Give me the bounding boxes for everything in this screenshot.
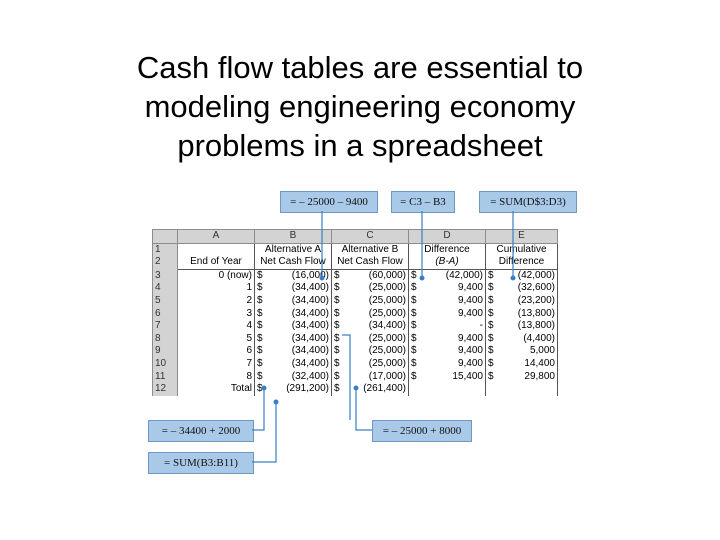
currency-symbol: $ xyxy=(488,370,494,382)
cell-b xyxy=(255,345,332,358)
formula-callout-b11: = – 34400 + 2000 xyxy=(148,420,254,442)
header-row-2 xyxy=(153,256,558,269)
cell-e xyxy=(486,345,558,358)
cell-c xyxy=(332,269,409,282)
cell-d xyxy=(409,358,486,371)
cell-end-of-year: Total xyxy=(178,383,255,396)
row-number: 6 xyxy=(153,308,178,321)
currency-symbol: $ xyxy=(411,332,417,344)
cell-e xyxy=(486,295,558,308)
formula-callout-total: = SUM(B3:B11) xyxy=(148,452,254,474)
header-cell-c: Alternative B xyxy=(332,243,409,256)
cell-b xyxy=(255,333,332,346)
cell-end-of-year: 5 xyxy=(178,333,255,346)
cell-value: (261,400) xyxy=(363,383,406,395)
cell-e xyxy=(486,269,558,282)
currency-symbol: $ xyxy=(257,282,263,294)
currency-symbol: $ xyxy=(488,294,494,306)
currency-symbol: $ xyxy=(334,383,340,395)
currency-symbol: $ xyxy=(257,332,263,344)
column-header-e: E xyxy=(486,230,558,244)
currency-symbol: $ xyxy=(411,345,417,357)
title-line-1: Cash flow tables are essential to xyxy=(136,50,584,85)
cell-value: 15,400 xyxy=(452,370,483,382)
cell-value: (34,400) xyxy=(291,332,329,344)
row-number: 3 xyxy=(153,269,178,282)
cell-value: (25,000) xyxy=(368,345,406,357)
currency-symbol: $ xyxy=(334,269,340,281)
table-row xyxy=(153,333,558,346)
table-row xyxy=(153,282,558,295)
currency-symbol: $ xyxy=(488,345,494,357)
header-cell-c: Net Cash Flow xyxy=(332,256,409,269)
currency-symbol: $ xyxy=(334,307,340,319)
cell-value: 9,400 xyxy=(457,307,483,319)
cell-b xyxy=(255,269,332,282)
cell-value: (34,400) xyxy=(291,320,329,332)
row-number: 8 xyxy=(153,333,178,346)
cell-value: (17,000) xyxy=(368,370,406,382)
formula-callout-d3: = C3 – B3 xyxy=(391,191,455,213)
cell-d xyxy=(409,269,486,282)
cell-d xyxy=(409,383,486,396)
slide-title xyxy=(0,48,720,165)
table-row xyxy=(153,371,558,384)
currency-symbol: $ xyxy=(411,320,417,332)
currency-symbol: $ xyxy=(411,294,417,306)
cell-value: (34,400) xyxy=(368,320,406,332)
table-row xyxy=(153,295,558,308)
currency-symbol: $ xyxy=(411,269,417,281)
currency-symbol: $ xyxy=(334,294,340,306)
column-header-d: D xyxy=(409,230,486,244)
cell-c xyxy=(332,345,409,358)
currency-symbol: $ xyxy=(411,282,417,294)
cell-e xyxy=(486,371,558,384)
cell-value: 9,400 xyxy=(457,345,483,357)
row-number: 12 xyxy=(153,383,178,396)
header-cell-e: Cumulative xyxy=(486,243,558,256)
cell-end-of-year: 4 xyxy=(178,320,255,333)
cell-e xyxy=(486,383,558,396)
cell-value: (34,400) xyxy=(291,345,329,357)
cell-value: 9,400 xyxy=(457,294,483,306)
column-header-row xyxy=(153,230,558,244)
cell-b xyxy=(255,320,332,333)
title-line-2: modeling engineering economy xyxy=(144,89,576,124)
cell-value: (60,000) xyxy=(368,269,406,281)
cell-d xyxy=(409,333,486,346)
cell-end-of-year: 0 (now) xyxy=(178,269,255,282)
cell-c xyxy=(332,383,409,396)
cell-c xyxy=(332,308,409,321)
cell-d xyxy=(409,345,486,358)
cell-value: (291,200) xyxy=(286,383,329,395)
cell-c xyxy=(332,333,409,346)
cell-value: (13,800) xyxy=(517,320,555,332)
cell-value: 9,400 xyxy=(457,282,483,294)
cell-value: (4,400) xyxy=(523,332,555,344)
cell-e xyxy=(486,320,558,333)
cell-value: (34,400) xyxy=(291,294,329,306)
currency-symbol: $ xyxy=(488,320,494,332)
cell-d xyxy=(409,320,486,333)
currency-symbol: $ xyxy=(334,370,340,382)
row-number: 4 xyxy=(153,282,178,295)
header-cell-b: Alternative A xyxy=(255,243,332,256)
currency-symbol: $ xyxy=(257,269,263,281)
formula-callout-b3: = – 25000 – 9400 xyxy=(280,191,378,213)
currency-symbol: $ xyxy=(334,345,340,357)
currency-symbol: $ xyxy=(411,307,417,319)
currency-symbol: $ xyxy=(257,370,263,382)
cell-value: 14,400 xyxy=(524,357,555,369)
currency-symbol: $ xyxy=(257,383,263,395)
cell-end-of-year: 2 xyxy=(178,295,255,308)
currency-symbol: $ xyxy=(257,345,263,357)
cell-value: (34,400) xyxy=(291,307,329,319)
cell-end-of-year: 6 xyxy=(178,345,255,358)
cell-value: 5,000 xyxy=(529,345,555,357)
cell-value: (25,000) xyxy=(368,332,406,344)
cell-b xyxy=(255,358,332,371)
cell-value: (13,800) xyxy=(517,307,555,319)
formula-callout-e3: = SUM(D$3:D3) xyxy=(479,191,577,213)
cell-c xyxy=(332,358,409,371)
corner-cell xyxy=(153,230,178,244)
cell-d xyxy=(409,282,486,295)
cell-b xyxy=(255,371,332,384)
cell-value: (25,000) xyxy=(368,357,406,369)
header-cell-a: End of Year xyxy=(178,256,255,269)
currency-symbol: $ xyxy=(257,357,263,369)
title-line-3: problems in a spreadsheet xyxy=(177,128,543,163)
cell-d xyxy=(409,308,486,321)
row-number: 7 xyxy=(153,320,178,333)
currency-symbol: $ xyxy=(334,320,340,332)
header-cell-d: (B-A) xyxy=(409,256,486,269)
cell-end-of-year: 8 xyxy=(178,371,255,384)
header-row-1 xyxy=(153,243,558,256)
cell-value: - xyxy=(479,320,483,332)
row-number: 1 xyxy=(153,243,178,256)
cell-value: (34,400) xyxy=(291,357,329,369)
cell-b xyxy=(255,282,332,295)
table-row xyxy=(153,320,558,333)
cell-value: (23,200) xyxy=(517,294,555,306)
cell-e xyxy=(486,308,558,321)
arrow-to-b12 xyxy=(252,402,276,462)
currency-symbol: $ xyxy=(334,332,340,344)
cell-c xyxy=(332,371,409,384)
formula-callout-c11: = – 25000 + 8000 xyxy=(372,420,472,442)
row-number: 11 xyxy=(153,371,178,384)
currency-symbol: $ xyxy=(257,294,263,306)
table-row xyxy=(153,345,558,358)
currency-symbol: $ xyxy=(334,357,340,369)
cell-b xyxy=(255,295,332,308)
currency-symbol: $ xyxy=(334,282,340,294)
currency-symbol: $ xyxy=(257,307,263,319)
cell-value: (42,000) xyxy=(445,269,483,281)
cell-c xyxy=(332,282,409,295)
currency-symbol: $ xyxy=(411,357,417,369)
currency-symbol: $ xyxy=(488,269,494,281)
row-number: 10 xyxy=(153,358,178,371)
cell-c xyxy=(332,320,409,333)
currency-symbol: $ xyxy=(257,320,263,332)
cell-value: (34,400) xyxy=(291,282,329,294)
table-row xyxy=(153,308,558,321)
cell-b xyxy=(255,308,332,321)
cell-e xyxy=(486,282,558,295)
currency-symbol: $ xyxy=(488,282,494,294)
currency-symbol: $ xyxy=(488,357,494,369)
row-number: 9 xyxy=(153,345,178,358)
row-number: 2 xyxy=(153,256,178,269)
header-cell-d: Difference xyxy=(409,243,486,256)
cell-value: (25,000) xyxy=(368,282,406,294)
currency-symbol: $ xyxy=(488,332,494,344)
cell-e xyxy=(486,333,558,346)
cell-value: 9,400 xyxy=(457,357,483,369)
column-header-a: A xyxy=(178,230,255,244)
cell-value: (42,000) xyxy=(517,269,555,281)
cell-value: 29,800 xyxy=(524,370,555,382)
table-row xyxy=(153,383,558,396)
cell-value: (32,600) xyxy=(517,282,555,294)
currency-symbol: $ xyxy=(411,370,417,382)
header-cell-a xyxy=(178,243,255,256)
cell-c xyxy=(332,295,409,308)
cell-value: 9,400 xyxy=(457,332,483,344)
cell-end-of-year: 7 xyxy=(178,358,255,371)
column-header-c: C xyxy=(332,230,409,244)
cell-e xyxy=(486,358,558,371)
cell-end-of-year: 3 xyxy=(178,308,255,321)
header-cell-e: Difference xyxy=(486,256,558,269)
cell-b xyxy=(255,383,332,396)
cell-value: (25,000) xyxy=(368,294,406,306)
cell-d xyxy=(409,295,486,308)
cell-value: (25,000) xyxy=(368,307,406,319)
column-header-b: B xyxy=(255,230,332,244)
header-cell-b: Net Cash Flow xyxy=(255,256,332,269)
cell-value: (32,400) xyxy=(291,370,329,382)
cell-d xyxy=(409,371,486,384)
cell-value: (16,000) xyxy=(291,269,329,281)
table-row xyxy=(153,269,558,282)
currency-symbol: $ xyxy=(488,307,494,319)
row-number: 5 xyxy=(153,295,178,308)
cell-end-of-year: 1 xyxy=(178,282,255,295)
cash-flow-spreadsheet xyxy=(152,229,558,396)
table-row xyxy=(153,358,558,371)
